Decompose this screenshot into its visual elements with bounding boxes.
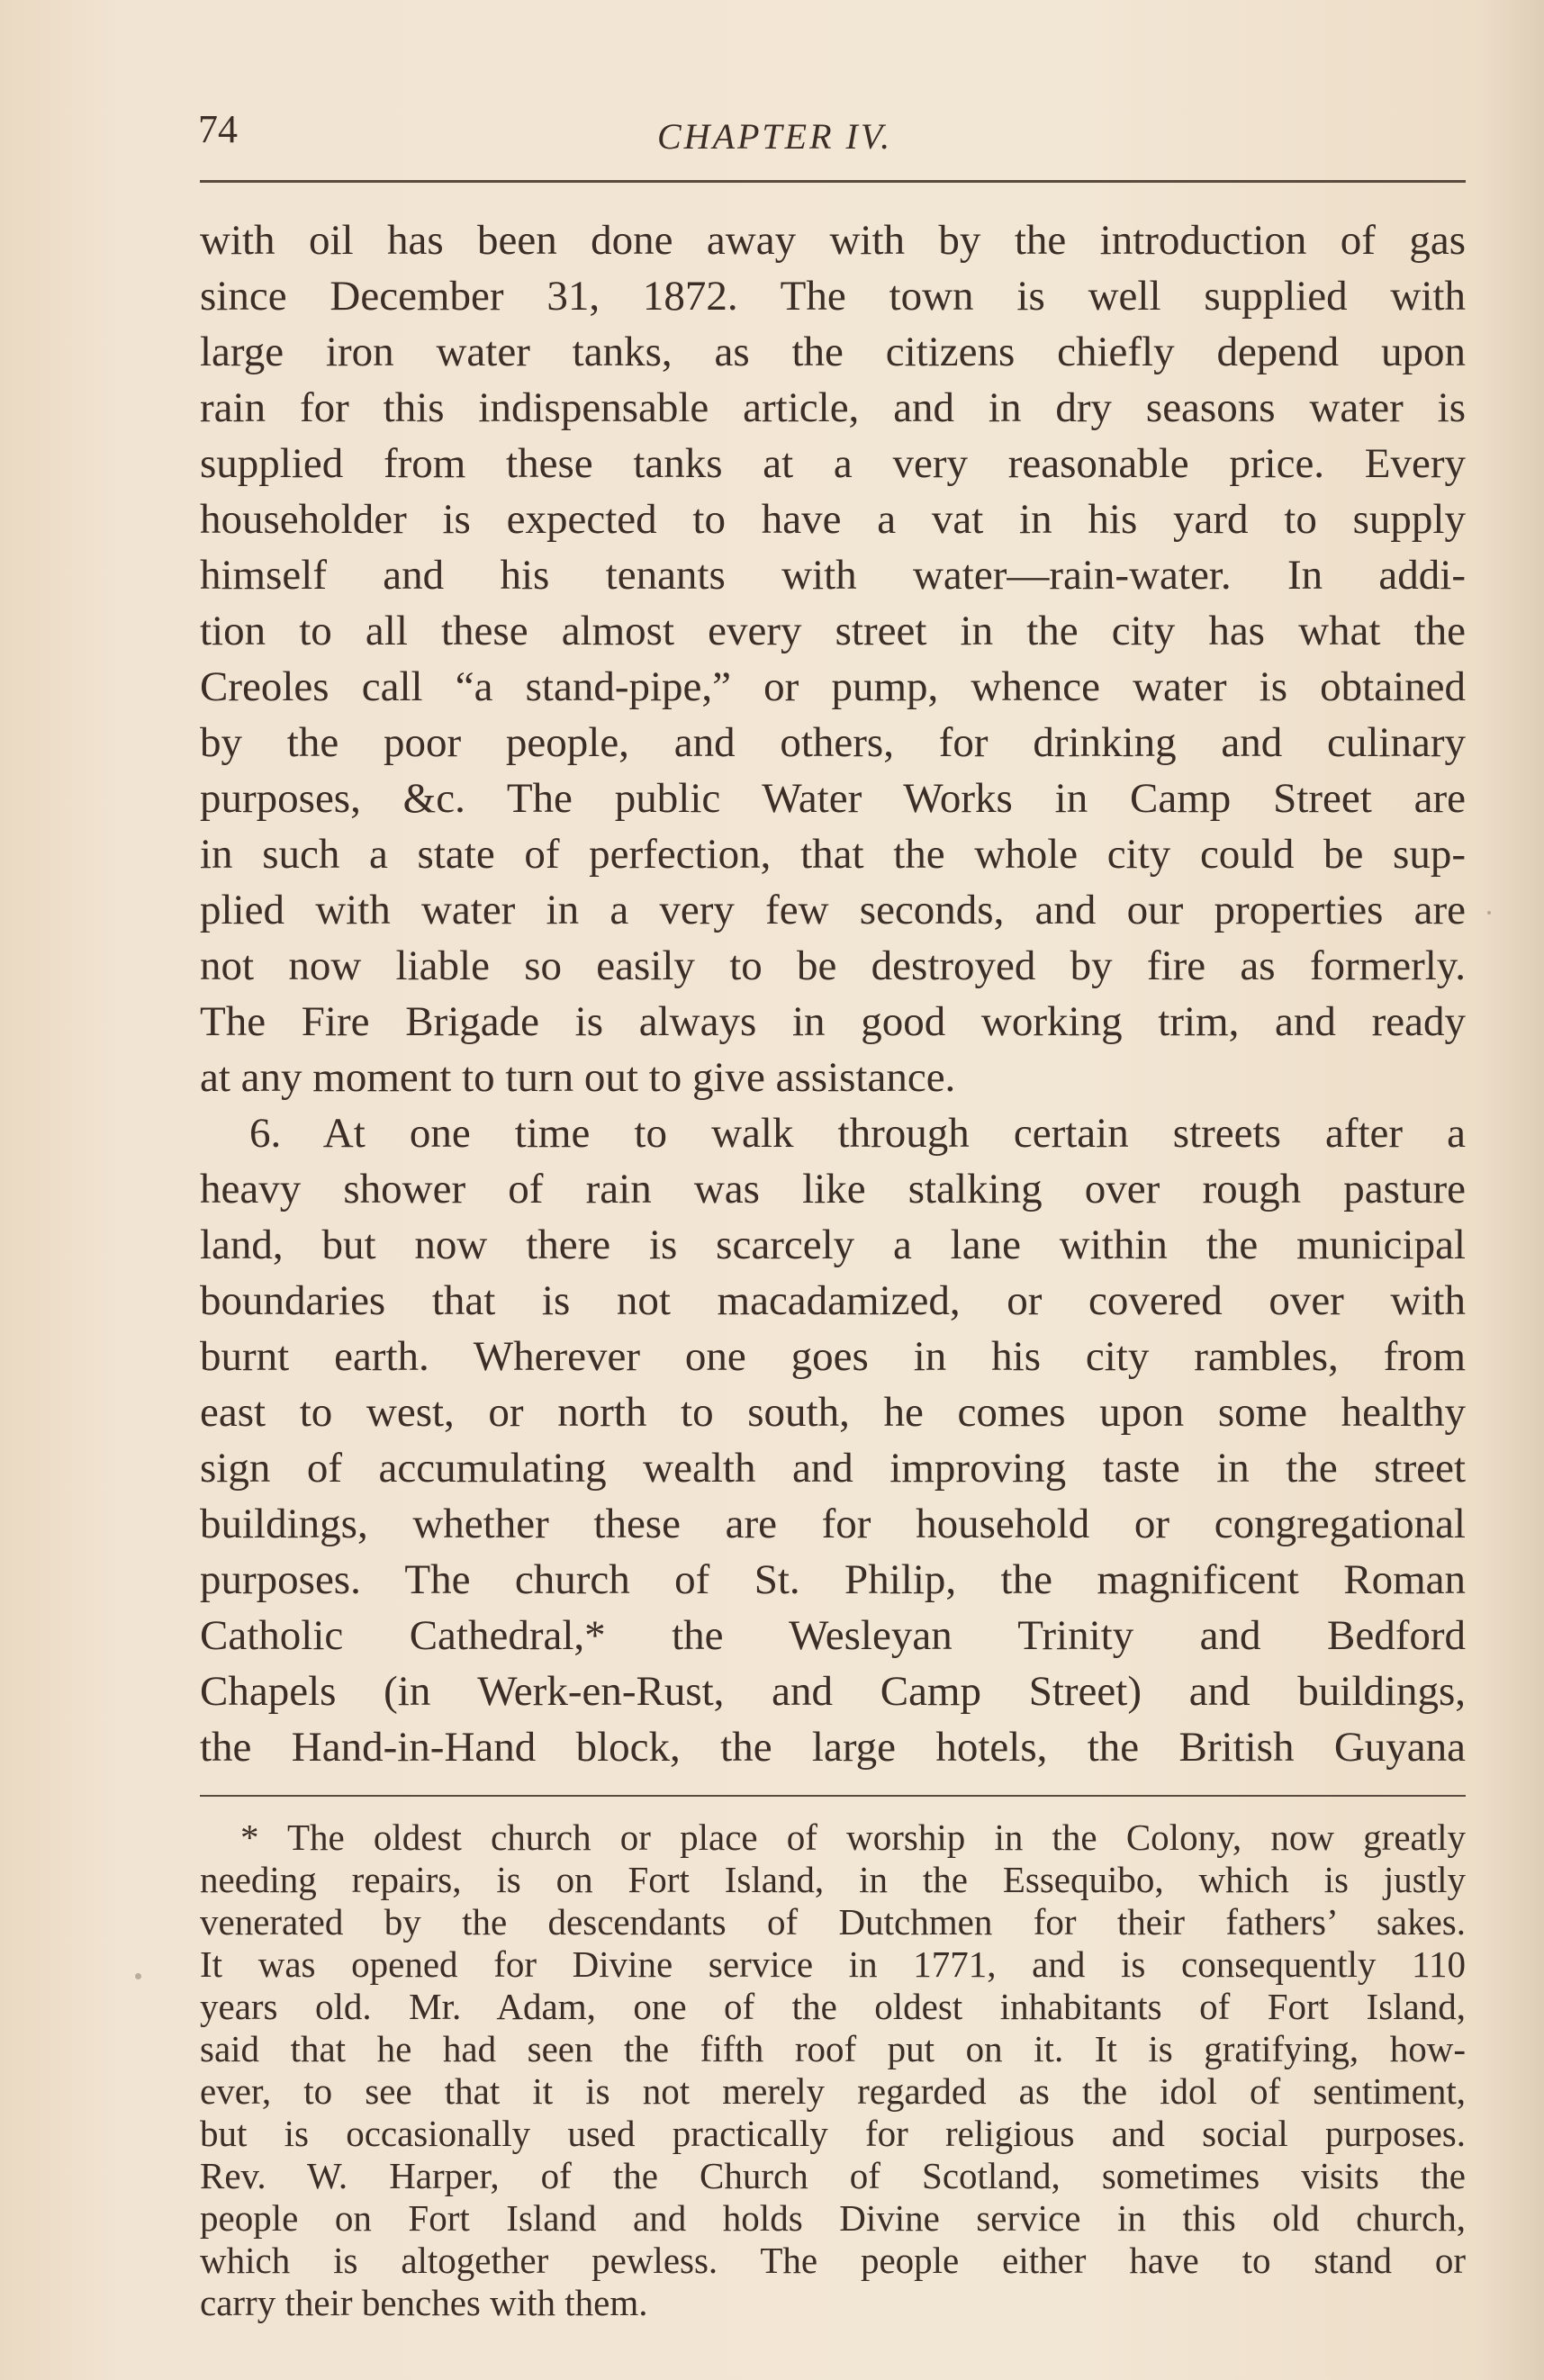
body-line: The Fire Brigade is always in good working trim, and ready (200, 998, 1466, 1045)
footnote-line: years old. Mr. Adam, one of the oldest inhabitants of Fort Island, (200, 1986, 1466, 2027)
body-line: Chapels (in Werk-en-Rust, and Camp Street) and buildings, (200, 1668, 1466, 1715)
body-line: large iron water tanks, as the citizens chiefly depend upon (200, 329, 1466, 375)
body-line: Catholic Cathedral,* the Wesleyan Trinity and Bedford (200, 1612, 1466, 1659)
body-line: himself and his tenants with water—rain-water. In addi- (200, 552, 1466, 599)
footnote-line: people on Fort Island and holds Divine service in this old church, (200, 2197, 1466, 2239)
speck (1487, 911, 1491, 915)
footnote-line: carry their benches with them. (200, 2282, 648, 2323)
body-line: rain for this indispensable article, and in dry seasons water is (200, 384, 1466, 431)
footnote-line: Rev. W. Harper, of the Church of Scotland, sometimes visits the (200, 2155, 1466, 2196)
footnote-line: ever, to see that it is not merely regarded as the idol of sentiment, (200, 2070, 1466, 2112)
footnote-line: but is occasionally used practically for religious and social purposes. (200, 2113, 1466, 2154)
footnote-line: venerated by the descendants of Dutchmen for their fathers’ sakes. (200, 1901, 1466, 1943)
body-line: since December 31, 1872. The town is well supplied with (200, 273, 1466, 320)
body-line: purposes. The church of St. Philip, the magnificent Roman (200, 1556, 1466, 1603)
body-line: the Hand-in-Hand block, the large hotels, the British Guyana (200, 1724, 1466, 1771)
body-line: with oil has been done away with by the introduction of gas (200, 217, 1466, 264)
body-line: tion to all these almost every street in the city has what the (200, 608, 1466, 654)
footnote-line: said that he had seen the fifth roof put on it. It is gratifying, how- (200, 2028, 1466, 2069)
footnote-line: It was opened for Divine service in 1771, and is consequently 110 (200, 1943, 1466, 1985)
body-line: supplied from these tanks at a very reasonable price. Every (200, 440, 1466, 487)
body-text (200, 212, 1466, 1775)
page-edge-shadow (1481, 0, 1544, 2380)
body-line: Creoles call “a stand-pipe,” or pump, whence water is obtained (200, 663, 1466, 710)
body-line: householder is expected to have a vat in his yard to supply (200, 496, 1466, 543)
footnote (200, 1817, 1466, 2324)
page-header (198, 97, 1467, 160)
body-line: land, but now there is scarcely a lane within the municipal (200, 1222, 1466, 1268)
body-line: in such a state of perfection, that the whole city could be sup- (200, 831, 1466, 878)
footnote-line: * The oldest church or place of worship in the Colony, now greatly (240, 1817, 1466, 1858)
body-line: plied with water in a very few seconds, and our properties are (200, 887, 1466, 933)
footnote-rule (200, 1795, 1466, 1797)
body-line: boundaries that is not macadamized, or covered over with (200, 1277, 1466, 1324)
body-line: at any moment to turn out to give assistance. (200, 1054, 956, 1101)
footnote-line: which is altogether pewless. The people either have to stand or (200, 2240, 1466, 2281)
page-number: 74 (198, 107, 238, 151)
header-rule (200, 180, 1466, 183)
body-line: by the poor people, and others, for drinking and culinary (200, 719, 1466, 766)
body-line: heavy shower of rain was like stalking over rough pasture (200, 1166, 1466, 1213)
speck (135, 1973, 141, 1979)
body-line: buildings, whether these are for household or congregational (200, 1501, 1466, 1547)
body-line: purposes, &c. The public Water Works in Camp Street are (200, 775, 1466, 822)
body-line: burnt earth. Wherever one goes in his city rambles, from (200, 1333, 1466, 1380)
footnote-line: needing repairs, is on Fort Island, in the Essequibo, which is justly (200, 1859, 1466, 1900)
body-line: not now liable so easily to be destroyed by fire as formerly. (200, 942, 1466, 989)
body-line: east to west, or north to south, he comes upon some healthy (200, 1389, 1466, 1436)
body-line: 6. At one time to walk through certain streets after a (249, 1110, 1466, 1157)
body-line: sign of accumulating wealth and improving taste in the street (200, 1445, 1466, 1492)
running-head: CHAPTER IV. (657, 116, 893, 157)
